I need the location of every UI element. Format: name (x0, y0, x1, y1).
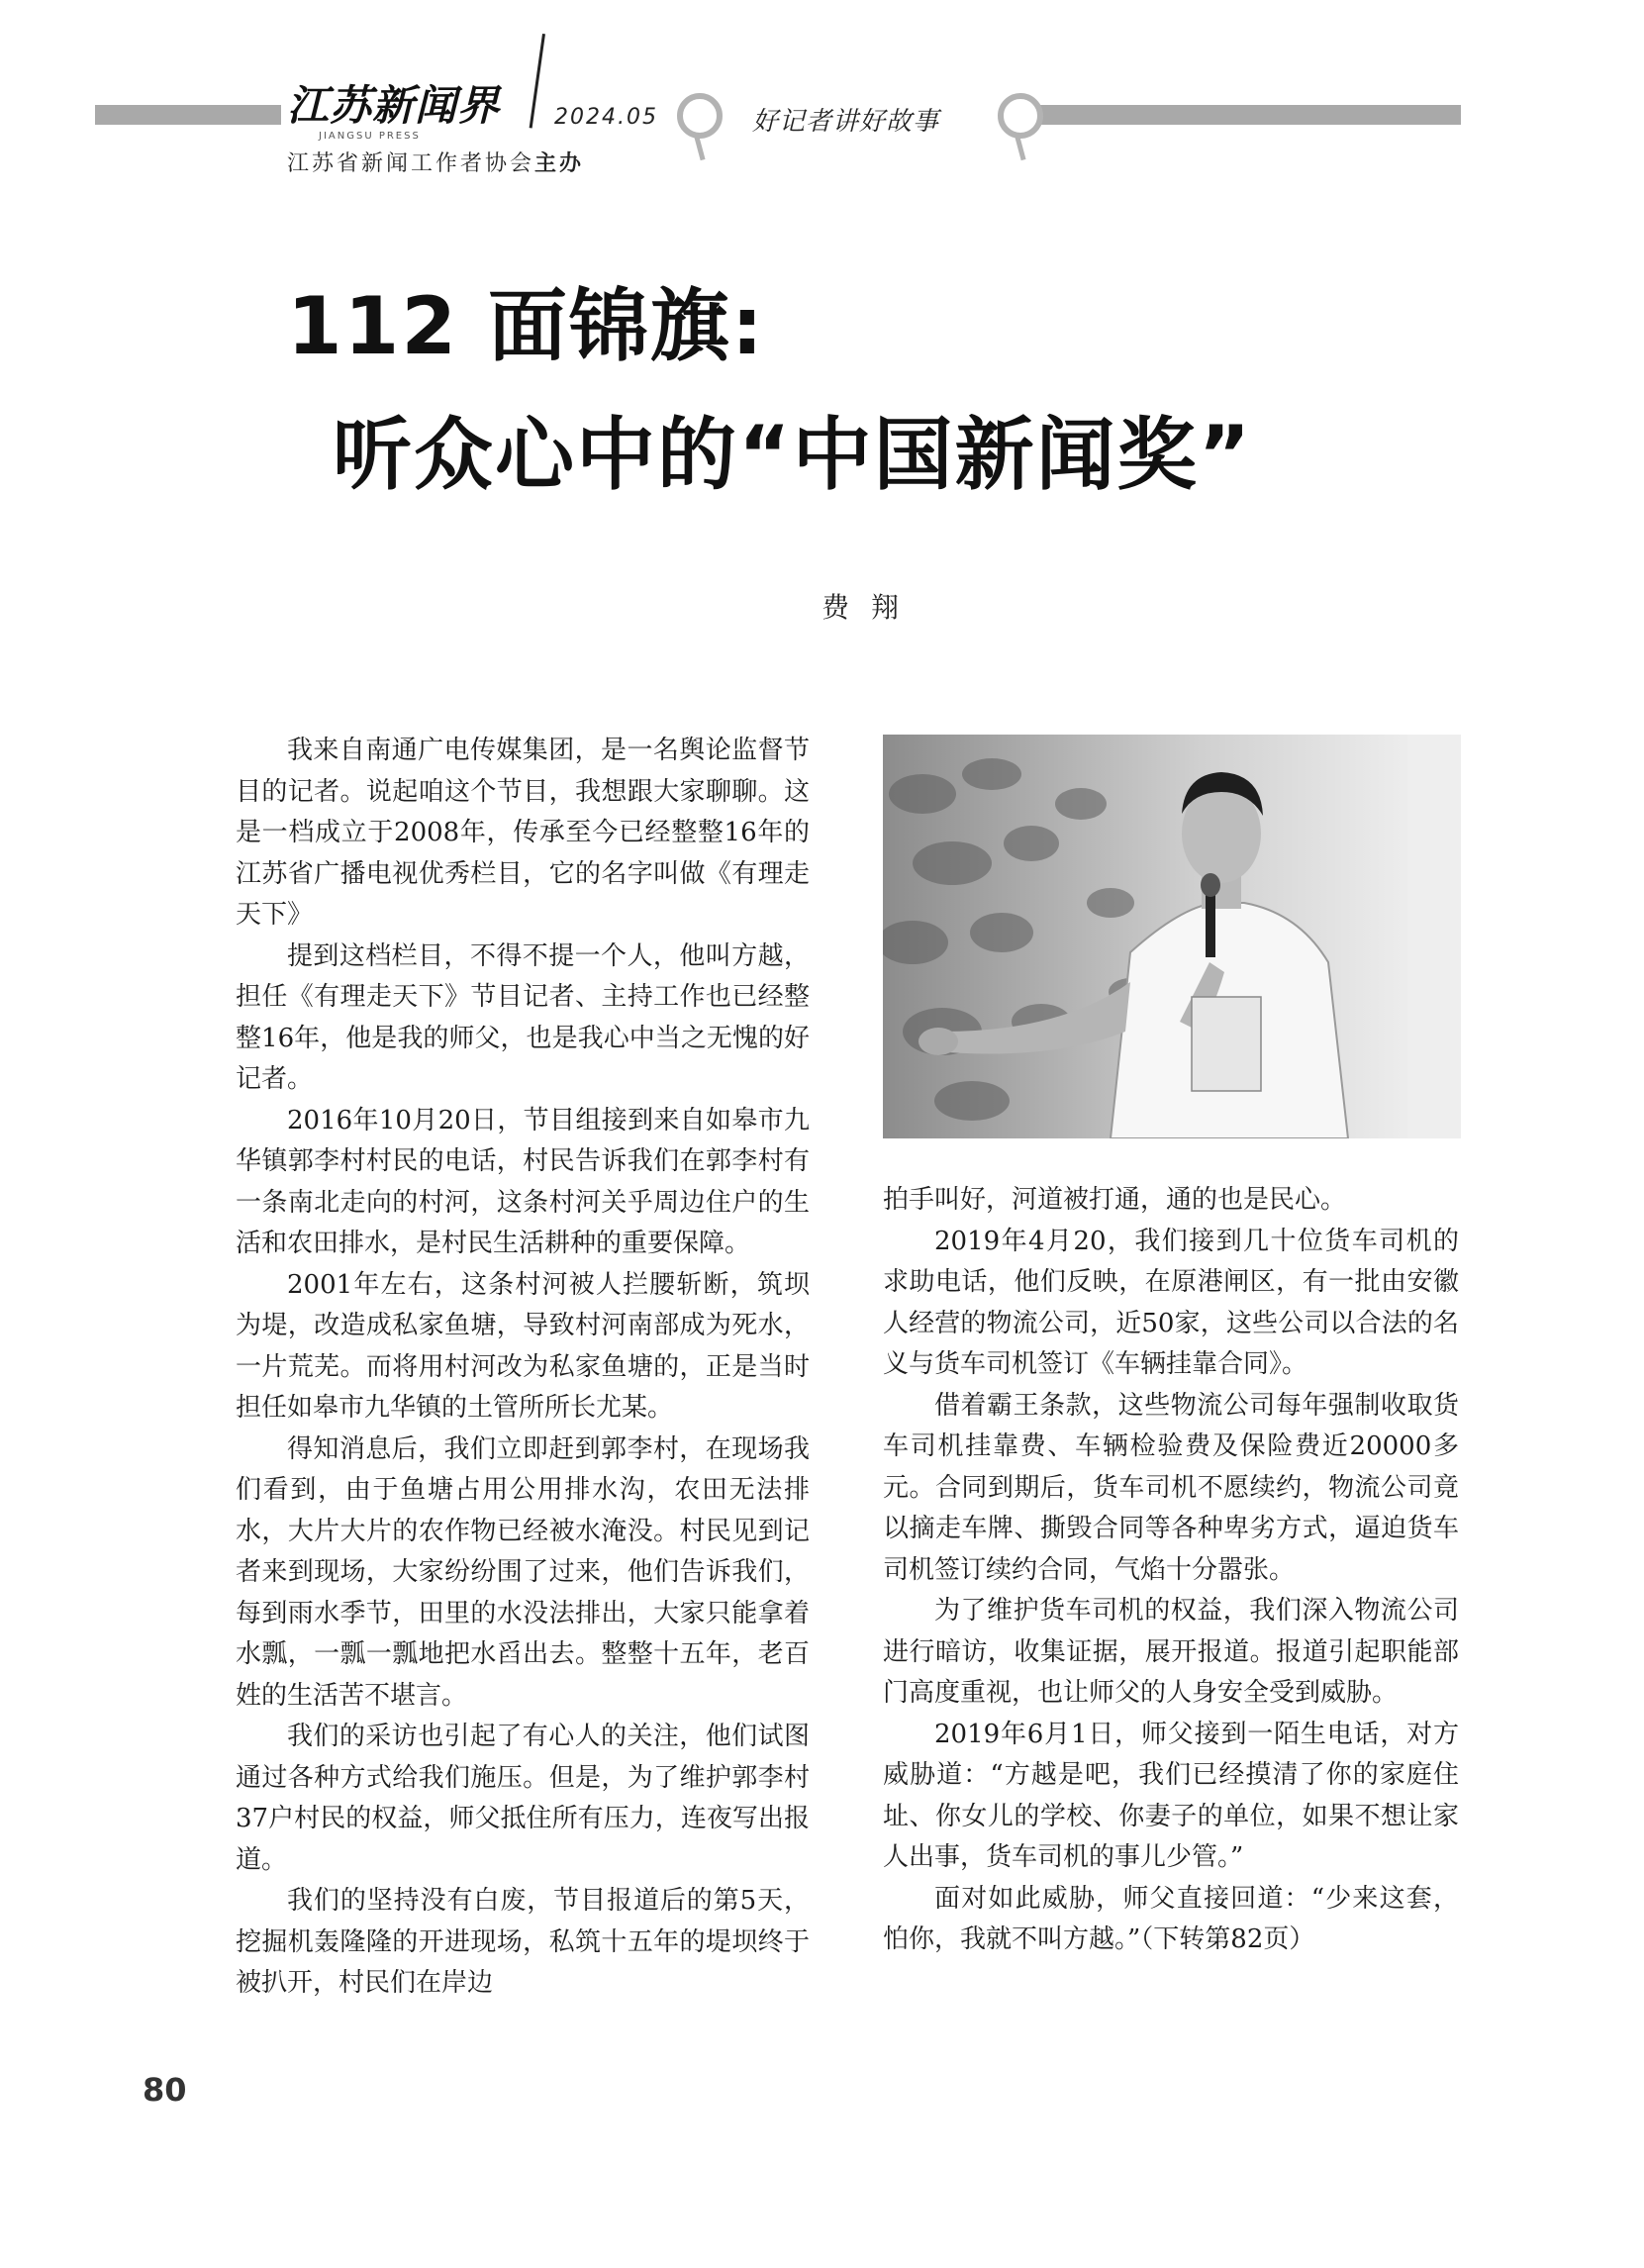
paragraph: 2019年4月20，我们接到几十位货车司机的求助电话，他们反映，在原港闸区，有一批由安徽人经营的物流公司，近50家，这些公司以合法的名义与货车司机签订《车辆挂靠合同》。 (883, 1226, 1459, 1379)
article-author: 费翔 (822, 591, 921, 624)
article-column-right (883, 1180, 1459, 1961)
header-bar-left (95, 105, 281, 125)
paragraph: 2016年10月20日，节目组接到来自如皋市九华镇郭李村村民的电话，村民告诉我们在郭李村有一条南北走向的村河，这条村河关乎周边住户的生活和农田排水，是村民生活耕种的重要保障。 (236, 1105, 810, 1258)
paragraph-continuation: 拍手叫好，河道被打通，通的也是民心。 (883, 1185, 1347, 1215)
paragraph: 我们的采访也引起了有心人的关注，他们试图通过各种方式给我们施压。但是，为了维护郭李村37户村民的权益，师父抵住所有压力，连夜写出报道。 (236, 1722, 810, 1875)
journal-logo-subtitle: JIANGSU PRESS (319, 131, 421, 142)
paragraph: 我来自南通广电传媒集团，是一名舆论监督节目的记者。说起咱这个节目，我想跟大家聊聊。这是一档成立于2008年，传承至今已经整整16年的江苏省广播电视优秀栏目，它的名字叫做《有理走天下》 (236, 736, 810, 930)
publisher-line: 江苏省新闻工作者协会主办 (287, 151, 585, 176)
page-number: 80 (143, 2071, 187, 2109)
column-name: 好记者讲好故事 (752, 107, 940, 137)
pin-icon (677, 93, 723, 139)
article-title-line2: 听众心中的“中国新闻奖” (333, 409, 1253, 501)
paragraph: 得知消息后，我们立即赶到郭李村，在现场我们看到，由于鱼塘占用公用排水沟，农田无法排水，大片大片的农作物已经被水淹没。村民见到记者来到现场，大家纷纷围了过来，他们告诉我们，每到雨水季节，田里的水没法排出，大家只能拿着水瓢，一瓢一瓢地把水舀出去。整整十五年，老百姓的生活苦不堪言。 (236, 1433, 810, 1711)
header-bar-right (1035, 105, 1461, 125)
article-title-line1: 112 面锦旗: (287, 280, 765, 372)
paragraph: 提到这档栏目，不得不提一个人，他叫方越，担任《有理走天下》节目记者、主持工作也已经整整16年，他是我的师父，也是我心中当之无愧的好记者。 (236, 940, 810, 1094)
speaker-photo-illustration (883, 735, 1461, 1138)
paragraph: 2001年左右，这条村河被人拦腰斩断，筑坝为堤，改造成私家鱼塘，导致村河南部成为死水，一片荒芜。而将用村河改为私家鱼塘的，正是当时担任如皋市九华镇的土管所所长尤某。 (236, 1269, 810, 1423)
header-divider (530, 34, 545, 128)
issue-number: 2024.05 (554, 105, 658, 130)
journal-logo: 江苏新闻界 (287, 81, 501, 130)
article-photo (883, 735, 1461, 1138)
pin-icon (998, 93, 1043, 139)
paragraph: 面对如此威胁，师父直接回道：“少来这套，怕你，我就不叫方越。”（下转第82页） (883, 1883, 1459, 1954)
article-column-left (236, 731, 810, 2005)
paragraph: 我们的坚持没有白废，节目报道后的第5天，挖掘机轰隆隆的开进现场，私筑十五年的堤坝终于被扒开，村民们在岸边 (236, 1886, 810, 1998)
paragraph: 2019年6月1日，师父接到一陌生电话，对方威胁道：“方越是吧，我们已经摸清了你的家庭住址、你女儿的学校、你妻子的单位，如果不想让家人出事，货车司机的事儿少管。” (883, 1719, 1459, 1872)
paragraph: 为了维护货车司机的权益，我们深入物流公司进行暗访，收集证据，展开报道。报道引起职能部门高度重视，也让师父的人身安全受到威胁。 (883, 1596, 1459, 1708)
paragraph: 借着霸王条款，这些物流公司每年强制收取货车司机挂靠费、车辆检验费及保险费近20000多元。合同到期后，货车司机不愿续约，物流公司竟以摘走车牌、撕毁合同等各种卑劣方式，逼迫货车司机签订续约合同，气焰十分嚣张。 (883, 1390, 1459, 1585)
